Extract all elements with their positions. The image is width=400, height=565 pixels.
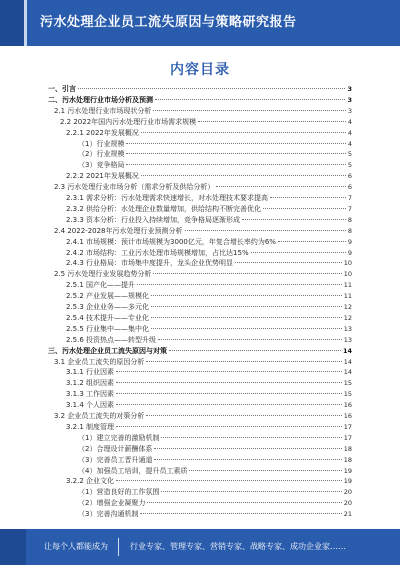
toc-entry-page: 13 (343, 324, 352, 333)
toc-leader-dots (140, 513, 341, 514)
toc-entry[interactable] (48, 346, 352, 356)
header-stripe (24, 0, 27, 46)
toc-entry-title: 2.3 污水处理行业市场分析（需求分析及供给分析） (54, 183, 215, 192)
toc-entry-page: 20 (343, 488, 352, 497)
toc-entry[interactable] (66, 313, 352, 323)
toc-entry-page: 6 (347, 183, 352, 192)
toc-entry[interactable] (66, 215, 352, 225)
toc-entry-title: 3.1 企业员工流失的原因分析 (54, 357, 145, 366)
toc-entry[interactable] (54, 411, 352, 421)
toc-leader-dots (155, 99, 345, 100)
toc-entry[interactable] (66, 400, 352, 410)
toc-list (0, 84, 400, 528)
toc-leader-dots (116, 382, 342, 383)
toc-leader-dots (78, 88, 345, 89)
toc-entry-page: 18 (343, 444, 352, 453)
toc-entry-title: 2.5.6 投资热点——转型升级 (66, 335, 157, 344)
toc-heading: 内容目录 (170, 62, 230, 78)
footer-tagline: 行业专家、管理专家、营销专家、战略专家、成功企业家…… (130, 542, 346, 551)
footer-slogan: 让每个人都能成为 (44, 542, 108, 551)
toc-entry[interactable] (66, 193, 352, 203)
toc-leader-dots (116, 426, 342, 427)
toc-entry-page: 8 (347, 215, 352, 224)
toc-leader-dots (151, 295, 342, 296)
toc-entry[interactable] (66, 204, 352, 214)
toc-entry-page: 4 (347, 128, 352, 137)
toc-entry-page: 14 (343, 357, 352, 366)
toc-leader-dots (169, 350, 341, 351)
toc-entry-title: （2）合理设计薪酬体系 (78, 444, 153, 453)
toc-leader-dots (147, 502, 341, 503)
toc-leader-dots (146, 361, 341, 362)
toc-entry-title: 2.5.5 行业集中——集中化 (66, 324, 150, 333)
toc-leader-dots (189, 470, 341, 471)
toc-entry-page: 12 (343, 303, 352, 311)
toc-entry-title: 3.2.1 制度管理 (66, 422, 115, 431)
footer-divider (118, 538, 119, 556)
toc-entry[interactable] (54, 226, 352, 236)
toc-entry-page: 10 (343, 259, 352, 268)
toc-entry-page: 7 (347, 194, 352, 202)
toc-entry[interactable] (66, 476, 352, 486)
toc-entry-title: 3.1.3 工作因素 (66, 390, 115, 399)
report-title: 污水处理企业员工流失原因与策略研究报告 (40, 15, 297, 30)
footer-banner (0, 529, 400, 565)
toc-entry[interactable] (78, 466, 352, 476)
toc-entry-title: 2.4.1 市场规模：预计市场规模为3000亿元，年复合增长率约为6% (66, 237, 276, 246)
toc-entry[interactable] (66, 237, 352, 247)
toc-entry-page: 21 (343, 510, 352, 519)
toc-entry-title: 2.2.1 2022年发展概况 (66, 128, 139, 137)
toc-entry[interactable] (66, 128, 352, 138)
toc-entry-page: 17 (343, 422, 352, 431)
toc-entry[interactable] (78, 149, 352, 159)
toc-entry[interactable] (66, 302, 352, 312)
toc-entry-title: 2.1 污水处理行业市场现状分析 (54, 106, 152, 115)
toc-leader-dots (146, 415, 341, 416)
toc-entry-page: 5 (347, 161, 352, 170)
toc-entry-page: 4 (347, 117, 352, 126)
toc-entry-page: 14 (342, 346, 352, 355)
footer-accent (0, 529, 26, 565)
toc-entry-page: 18 (343, 455, 352, 464)
toc-entry-title: 2.2 2022年国内污水处理行业市场需求规模 (60, 117, 197, 126)
toc-leader-dots (251, 252, 346, 253)
toc-entry[interactable] (66, 378, 352, 388)
toc-entry-page: 9 (347, 237, 352, 246)
toc-entry-page: 4 (347, 139, 352, 148)
toc-leader-dots (116, 480, 342, 481)
toc-entry-title: 2.5.1 国产化——提升 (66, 281, 136, 290)
toc-entry-page: 3 (347, 85, 352, 93)
toc-entry-title: 2.5.4 技术提升——专业化 (66, 313, 150, 322)
toc-entry-page: 10 (343, 270, 352, 279)
toc-entry[interactable] (78, 498, 352, 508)
toc-leader-dots (141, 132, 346, 133)
toc-entry-title: （1）营造良好的工作氛围 (78, 488, 160, 497)
toc-leader-dots (270, 197, 346, 198)
toc-entry-title: 2.3.2 供给分析：水处理企业数量增加，供给结构不断完善优化 (66, 204, 262, 213)
toc-entry[interactable] (66, 291, 352, 301)
toc-leader-dots (151, 317, 342, 318)
toc-entry[interactable] (66, 367, 352, 377)
toc-entry-page: 16 (343, 412, 352, 420)
toc-leader-dots (185, 230, 346, 231)
toc-entry-title: 3.2 企业员工流失的对策分析 (54, 412, 145, 420)
toc-entry-title: 3.1.4 个人因素 (66, 401, 115, 410)
toc-entry-title: 2.4 2022-2028年污水处理行业预测分析 (54, 226, 183, 235)
header-accent (0, 0, 24, 46)
toc-entry-page: 15 (343, 390, 352, 399)
toc-entry-page: 19 (343, 466, 352, 475)
toc-entry-page: 12 (343, 313, 352, 322)
toc-entry-page: 14 (343, 368, 352, 377)
toc-leader-dots (235, 262, 342, 263)
toc-entry[interactable] (66, 422, 352, 432)
toc-entry[interactable] (60, 117, 352, 127)
toc-leader-dots (126, 153, 345, 154)
toc-entry[interactable] (54, 269, 352, 279)
toc-leader-dots (198, 121, 346, 122)
toc-leader-dots (116, 393, 342, 394)
toc-leader-dots (126, 143, 345, 144)
toc-leader-dots (116, 371, 342, 372)
toc-entry[interactable] (78, 487, 352, 497)
toc-entry-title: 三、污水处理企业员工流失原因与对策 (48, 346, 167, 355)
toc-leader-dots (151, 328, 342, 329)
toc-entry[interactable] (66, 248, 352, 258)
toc-entry[interactable] (78, 455, 352, 465)
toc-entry-page: 15 (343, 379, 352, 388)
toc-leader-dots (154, 448, 341, 449)
toc-entry-title: 2.2.2 2021年发展概况 (66, 172, 139, 181)
toc-entry[interactable] (66, 171, 352, 181)
toc-entry[interactable] (78, 160, 352, 170)
toc-entry-title: （4）加强员工培训，提升员工素质 (78, 466, 188, 475)
toc-entry[interactable] (54, 182, 352, 192)
toc-entry[interactable] (66, 335, 352, 345)
toc-leader-dots (151, 306, 342, 307)
toc-entry-title: （1）建立完善的激励机制 (78, 433, 160, 442)
toc-entry-title: 3.1.1 行业因素 (66, 368, 115, 377)
toc-entry-title: 2.5.3 企业业务——多元化 (66, 303, 150, 311)
toc-entry-title: （3）完善沟通机制 (78, 510, 139, 519)
toc-entry[interactable] (66, 324, 352, 334)
toc-entry-title: 2.4.2 市场结构：工业污水处理市场规模增加，占比达15% (66, 248, 249, 257)
toc-entry-title: 2.5.2 产业发展——规模化 (66, 292, 150, 301)
toc-leader-dots (116, 404, 342, 405)
toc-entry-title: （3）竞争格局 (78, 161, 125, 170)
toc-entry-page: 8 (347, 226, 352, 235)
toc-entry-title: 2.3.3 资本分析：行业投入持续增加，竞争格局逐渐形成 (66, 215, 241, 224)
toc-entry-title: 3.2.2 企业文化 (66, 477, 115, 486)
toc-leader-dots (154, 459, 341, 460)
toc-leader-dots (153, 110, 346, 111)
toc-leader-dots (158, 339, 342, 340)
toc-leader-dots (263, 208, 346, 209)
toc-leader-dots (141, 175, 346, 176)
toc-entry-title: （2）增强企业凝聚力 (78, 499, 146, 508)
toc-entry-page: 19 (343, 477, 352, 486)
toc-entry-page: 5 (347, 150, 352, 159)
toc-leader-dots (216, 186, 346, 187)
toc-leader-dots (242, 219, 346, 220)
toc-entry-title: （3）完善员工晋升通道 (78, 455, 153, 464)
toc-entry-title: （1）行业规模 (78, 139, 125, 148)
toc-entry-page: 9 (347, 248, 352, 257)
toc-entry-page: 11 (343, 281, 352, 290)
toc-entry[interactable] (54, 357, 352, 367)
toc-entry[interactable] (48, 84, 352, 94)
toc-entry-page: 13 (343, 335, 352, 344)
toc-leader-dots (161, 491, 341, 492)
toc-entry-title: 一、引言 (48, 85, 76, 93)
toc-leader-dots (278, 241, 346, 242)
toc-entry[interactable] (66, 280, 352, 290)
toc-entry-page: 20 (343, 499, 352, 508)
toc-entry-page: 3 (347, 106, 352, 115)
toc-entry-page: 11 (343, 292, 352, 301)
toc-entry-title: 2.4.3 行业格局：市场集中度提升，龙头企业优势明显 (66, 259, 234, 268)
toc-entry-title: 2.5 污水处理行业发展趋势分析 (54, 270, 152, 279)
toc-leader-dots (126, 164, 345, 165)
toc-entry-title: 二、污水处理行业市场分析及预测 (48, 95, 153, 104)
toc-entry-page: 3 (347, 95, 352, 104)
header-banner (0, 0, 400, 46)
toc-entry[interactable] (78, 444, 352, 454)
toc-entry[interactable] (66, 389, 352, 399)
toc-entry[interactable] (78, 509, 352, 519)
toc-entry-title: 3.1.2 组织因素 (66, 379, 115, 388)
toc-entry-title: （2）行业规模 (78, 150, 125, 159)
toc-entry-title: 2.3.1 需求分析：污水处理需求快速增长，对水处理技术要求提高 (66, 194, 269, 202)
toc-entry[interactable] (48, 95, 352, 105)
toc-leader-dots (153, 273, 341, 274)
toc-entry-page: 17 (343, 433, 352, 442)
toc-leader-dots (137, 284, 342, 285)
toc-entry-page: 7 (347, 204, 352, 213)
toc-entry-page: 6 (347, 172, 352, 181)
toc-entry[interactable] (54, 106, 352, 116)
toc-entry[interactable] (78, 433, 352, 443)
toc-entry[interactable] (78, 139, 352, 149)
toc-leader-dots (161, 437, 341, 438)
toc-entry[interactable] (66, 258, 352, 268)
toc-entry-page: 16 (343, 401, 352, 410)
